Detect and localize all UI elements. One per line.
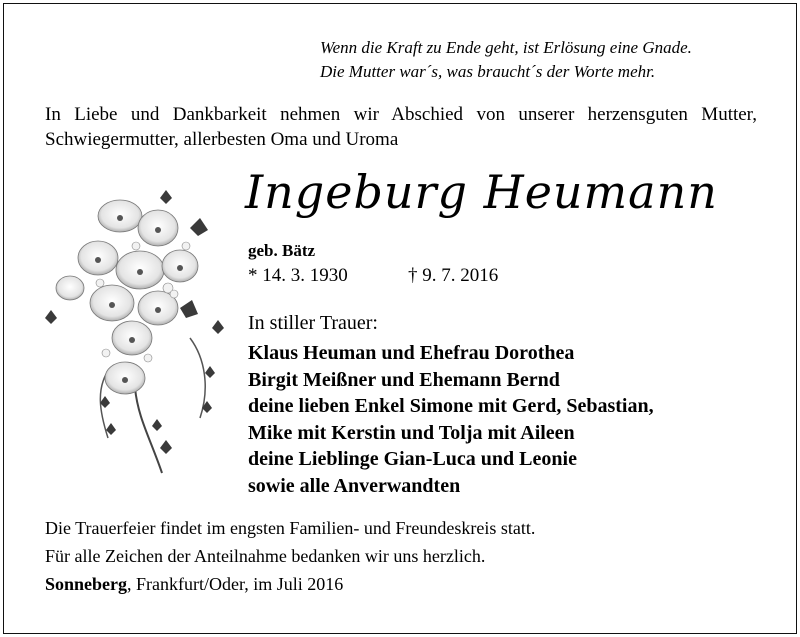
mourner-line: sowie alle Anverwandten: [248, 474, 461, 497]
orchid-bouquet-icon: [40, 188, 225, 478]
mourner-line: Birgit Meißner und Ehemann Bernd: [248, 368, 560, 391]
mourner-line: deine lieben Enkel Simone mit Gerd, Sebastian,: [248, 395, 654, 417]
closing-text: [45, 514, 765, 598]
quote-line-1: Wenn die Kraft zu Ende geht, ist Erlösung eine Gnade.: [320, 38, 692, 57]
intro-text: In Liebe und Dankbarkeit nehmen wir Abschied von unserer herzensguten Mutter, Schwiegermutter, allerbesten Oma und Uroma: [45, 104, 757, 150]
mourner-line: deine Lieblinge Gian-Luca und Leonie: [248, 448, 577, 470]
funeral-note: Die Trauerfeier findet im engsten Familien- und Freundeskreis statt.: [45, 518, 536, 538]
birth-date: * 14. 3. 1930: [248, 265, 348, 286]
life-dates: [248, 265, 498, 287]
place-rest: , Frankfurt/Oder, im Juli 2016: [127, 574, 344, 594]
death-date: † 9. 7. 2016: [408, 265, 499, 286]
quote: [320, 36, 760, 84]
mourner-line: Klaus Heuman und Ehefrau Dorothea: [248, 342, 575, 364]
mourner-line: Mike mit Kerstin und Tolja mit Aileen: [248, 421, 575, 444]
thanks-note: Für alle Zeichen der Anteilnahme bedanken wir uns herzlich.: [45, 546, 486, 566]
deceased-name: Ingeburg Heumann: [245, 165, 718, 219]
mourners-list: [248, 340, 654, 499]
place-date: [45, 570, 765, 598]
birth-name: geb. Bätz: [248, 241, 316, 260]
quote-line-2: Die Mutter war´s, was braucht´s der Worte mehr.: [320, 62, 656, 81]
place-name: Sonneberg: [45, 574, 128, 594]
mourning-label: In stiller Trauer:: [248, 312, 378, 334]
